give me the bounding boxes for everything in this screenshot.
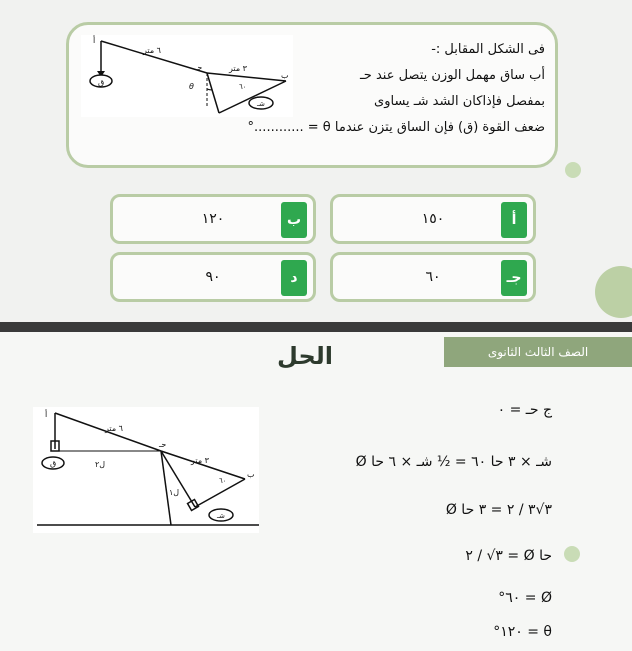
option-d[interactable]	[110, 252, 316, 302]
decor-dot	[565, 162, 581, 178]
option-b[interactable]	[110, 194, 316, 244]
s-fig-label-c: حـ	[159, 440, 167, 449]
question-line: بمفصل فإذاكان الشد شـ يساوى	[374, 94, 545, 109]
q-fig-label-angle: ٦٠	[239, 83, 247, 91]
q-fig-label-tension: شـ	[257, 100, 265, 108]
question-card	[66, 22, 558, 168]
s-fig-label-tension: شـ	[217, 512, 225, 520]
q-fig-label-3m: ٣ متر	[229, 64, 247, 73]
q-fig-label-q: ق	[98, 78, 105, 87]
question-line: أب ساق مهمل الوزن يتصل عند حـ	[359, 68, 545, 83]
solution-line: حا Ø = ٣√ / ٢	[465, 548, 552, 564]
option-value: ٦٠	[425, 269, 441, 285]
s-fig-label-3m: ٣ متر	[191, 456, 209, 465]
option-a[interactable]	[330, 194, 536, 244]
question-line: فى الشكل المقابل :-	[431, 42, 545, 57]
q-fig-label-a: أ	[93, 36, 96, 45]
solution-line: شـ × ٣ حا ٦٠ = ½ شـ × ٦ حا Ø	[355, 454, 552, 470]
question-line: ضعف القوة (ق) فإن الساق يتزن عندما θ = ............°	[247, 120, 545, 135]
q-fig-label-c: حـ	[195, 63, 203, 72]
solution-figure	[33, 407, 259, 533]
decor-dot	[564, 546, 580, 562]
solution-line: θ = ١٢٠°	[493, 624, 552, 640]
s-fig-label-6m: ٦ متر	[105, 424, 123, 433]
solution-title: الحل	[277, 342, 333, 370]
section-divider	[0, 322, 632, 332]
option-c[interactable]	[330, 252, 536, 302]
solution-line: ٣√٣ / ٢ = ٣ حا Ø	[445, 502, 552, 518]
s-fig-label-a: أ	[45, 410, 48, 419]
s-fig-label-l2: ل٢	[95, 460, 106, 469]
solution-line: ج حـ = ٠	[497, 402, 552, 418]
q-fig-label-theta: θ	[189, 82, 194, 91]
grade-tag: الصف الثالث الثانوى	[444, 337, 632, 367]
q-fig-label-6m: ٦ متر	[143, 46, 161, 55]
s-fig-label-l1: ل١	[169, 488, 180, 497]
q-fig-label-b: ب	[281, 71, 289, 80]
option-value: ٩٠	[205, 269, 221, 285]
option-value: ١٥٠	[421, 211, 445, 227]
option-letter: د	[281, 260, 307, 296]
option-letter: أ	[501, 202, 527, 238]
s-fig-label-b: ب	[247, 470, 255, 479]
option-value: ١٢٠	[201, 211, 225, 227]
option-letter: جـ	[501, 260, 527, 296]
s-fig-label-q: ق	[50, 459, 57, 468]
option-letter: ب	[281, 202, 307, 238]
s-fig-label-angle: ٦٠	[219, 477, 227, 485]
question-text	[247, 37, 545, 141]
question-figure	[81, 35, 293, 117]
solution-line: Ø = ٦٠°	[498, 590, 552, 606]
